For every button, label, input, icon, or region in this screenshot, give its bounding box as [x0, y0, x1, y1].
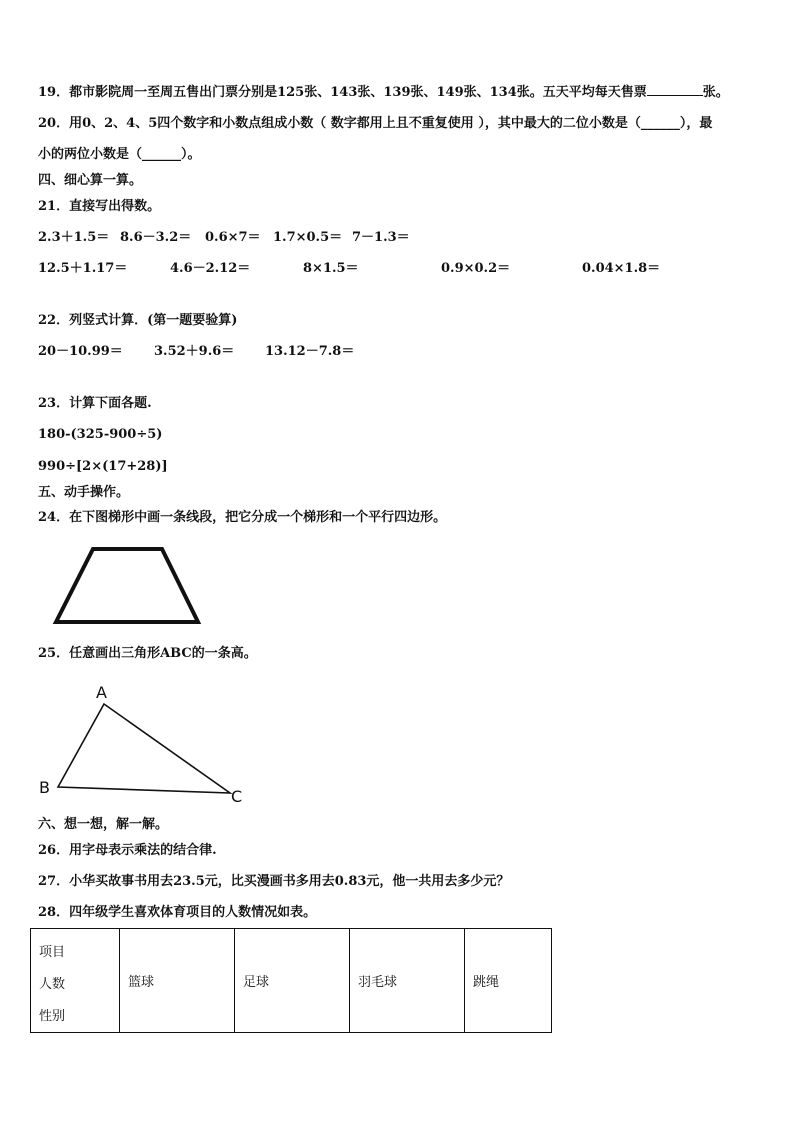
- question-20-line1: 20．用0、2、4、5四个数字和小数点组成小数（ 数字都用上且不重复使用 ），其中最大的二位小数是（______），最: [38, 116, 713, 131]
- column-header-jump-rope: 跳绳: [465, 929, 552, 1033]
- calc-item: 4.6－2.12＝: [170, 261, 251, 276]
- section-heading-6: 六、想一想，解一解。: [38, 817, 169, 832]
- calc-item: 0.9×0.2＝: [441, 261, 511, 276]
- calc-item: 13.12－7.8＝: [265, 344, 355, 359]
- calc-item: 0.6×7＝: [205, 230, 261, 245]
- question-19-text: 19．都市影院周一至周五售出门票分别是125张、143张、139张、149张、134张。五天平均每天售票: [38, 85, 647, 100]
- question-20-line2: 小的两位小数是（______）。: [38, 147, 201, 162]
- vertex-label-a: A: [96, 683, 107, 702]
- question-26: 26．用字母表示乘法的结合律.: [38, 843, 217, 858]
- calc-item: 2.3＋1.5＝: [38, 230, 110, 245]
- question-23-title: 23．计算下面各题.: [38, 396, 152, 411]
- header-label-count: 人数: [39, 977, 66, 992]
- table-corner-header: [31, 929, 120, 1033]
- header-label-item: 项目: [39, 945, 66, 960]
- calc-item: 3.52＋9.6＝: [154, 344, 235, 359]
- question-24-text: 24．在下图梯形中画一条线段，把它分成一个梯形和一个平行四边形。: [38, 510, 447, 525]
- triangle-abc[interactable]: [58, 704, 230, 793]
- vertex-label-c: C: [231, 787, 243, 806]
- calc-item: 12.5＋1.17＝: [38, 261, 128, 276]
- column-header-badminton: 羽毛球: [350, 929, 465, 1033]
- question-25-text: 25．任意画出三角形ABC的一条高。: [38, 646, 257, 661]
- question-19-suffix: 张。: [702, 85, 729, 100]
- calc-item: 8.6－3.2＝: [120, 230, 192, 245]
- calc-item: 8×1.5＝: [303, 261, 359, 276]
- question-28-text: 28．四年级学生喜欢体育项目的人数情况如表。: [38, 905, 317, 920]
- table-row: [31, 929, 552, 1033]
- expression-2: 990÷[2×(17+28)]: [38, 459, 168, 474]
- question-21-title: 21．直接写出得数。: [38, 199, 161, 214]
- vertex-label-b: B: [39, 778, 50, 797]
- calc-item: 0.04×1.8＝: [582, 261, 661, 276]
- column-header-football: 足球: [235, 929, 350, 1033]
- calc-item: 7－1.3＝: [352, 230, 410, 245]
- sports-table: [30, 928, 552, 1033]
- calc-item: 1.7×0.5＝: [273, 230, 343, 245]
- section-heading-4: 四、细心算一算。: [38, 173, 143, 188]
- header-label-gender: 性别: [39, 1009, 66, 1024]
- section-heading-5: 五、动手操作。: [38, 485, 130, 500]
- question-22-title: 22．列竖式计算．(第一题要验算): [38, 313, 238, 328]
- column-header-basketball: 篮球: [120, 929, 235, 1033]
- calc-item: 20－10.99＝: [38, 344, 123, 359]
- expression-1: 180-(325-900÷5): [38, 427, 163, 442]
- question-27: 27．小华买故事书用去23.5元，比买漫画书多用去0.83元，他一共用去多少元？: [38, 874, 510, 889]
